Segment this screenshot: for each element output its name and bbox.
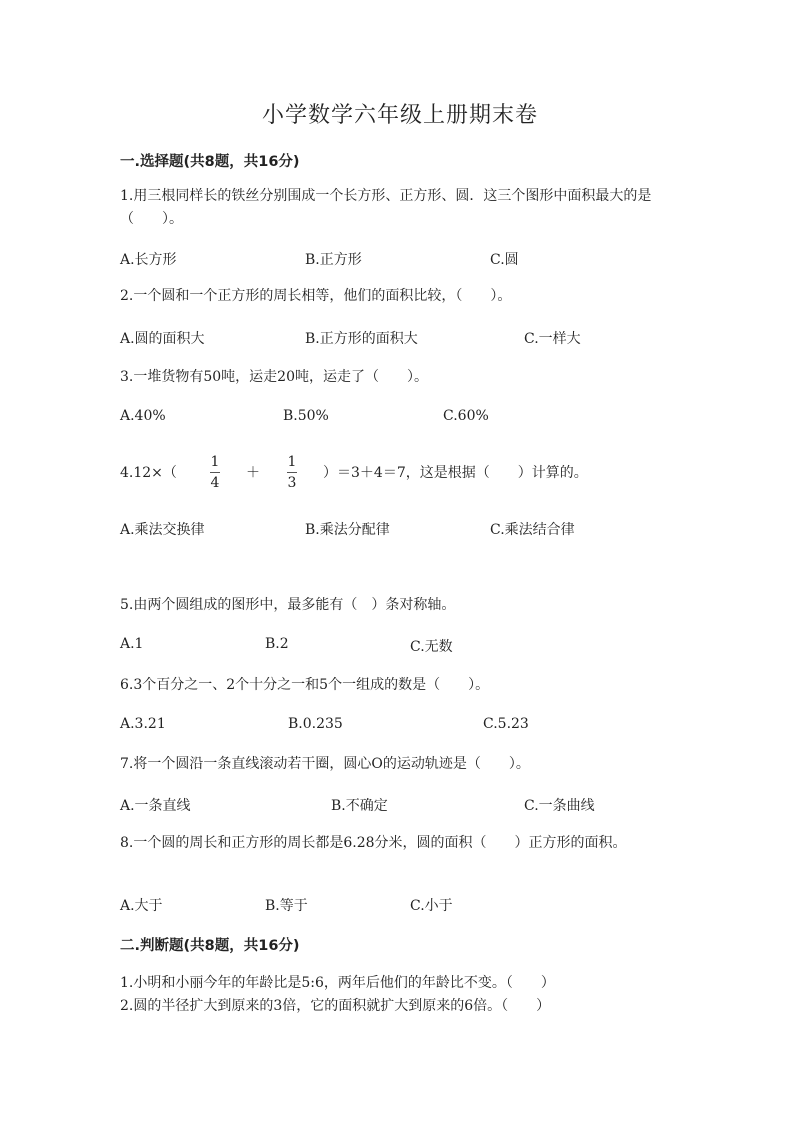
q8-option-b[interactable]: B.等于 [265,898,308,914]
exam-title: 小学数学六年级上册期末卷 [261,103,538,128]
q6-option-b[interactable]: B.0.235 [288,716,343,732]
q4-fraction2-numerator: 1 [287,454,297,470]
question-8: 8.一个圆的周长和正方形的周长都是6.28分米，圆的面积（ ）正方形的面积。 [120,835,627,851]
q4-option-c[interactable]: C.乘法结合律 [490,522,575,538]
q6-option-c[interactable]: C.5.23 [483,716,529,732]
section-heading-true-false: 二.判断题(共8题，共16分) [120,938,300,954]
q1-option-c[interactable]: C.圆 [490,252,519,268]
section-heading-choice: 一.选择题(共8题，共16分) [120,154,300,170]
q2-option-a[interactable]: A.圆的面积大 [120,331,205,347]
fraction-bar [210,472,220,473]
q3-option-b[interactable]: B.50% [283,408,329,424]
question-2: 2.一个圆和一个正方形的周长相等，他们的面积比较，（ ）。 [120,288,512,304]
fraction-bar [287,472,297,473]
q1-option-b[interactable]: B.正方形 [305,252,362,268]
q4-plus-sign: ＋ [246,465,260,481]
q6-option-a[interactable]: A.3.21 [120,716,166,732]
q7-option-a[interactable]: A.一条直线 [120,798,191,814]
q7-option-b[interactable]: B.不确定 [331,798,388,814]
q4-option-b[interactable]: B.乘法分配律 [305,522,390,538]
question-1: 1.用三根同样长的铁丝分别围成一个长方形、正方形、圆．这三个图形中面积最大的是（ ）。 [120,188,652,227]
q4-fraction1-numerator: 1 [210,454,220,470]
q4-fraction-one-quarter [210,454,220,491]
tf-question-1: 1.小明和小丽今年的年龄比是5:6，两年后他们的年龄比不变。（ ） [120,975,555,991]
q4-fraction-one-third [287,454,297,491]
question-5: 5.由两个圆组成的图形中，最多能有（ ）条对称轴。 [120,597,456,613]
tf-question-2: 2.圆的半径扩大到原来的3倍，它的面积就扩大到原来的6倍。（ ） [120,998,551,1014]
q2-option-b[interactable]: B.正方形的面积大 [305,331,418,347]
q3-option-c[interactable]: C.60% [443,408,489,424]
q4-fraction1-denominator: 4 [210,475,220,491]
q4-fraction2-denominator: 3 [287,475,297,491]
q3-option-a[interactable]: A.40% [120,408,166,424]
q5-option-b[interactable]: B.2 [265,636,289,652]
q2-option-c[interactable]: C.一样大 [524,331,581,347]
q8-option-a[interactable]: A.大于 [120,898,163,914]
question-4-prefix: 4.12×（ [120,465,177,481]
question-7: 7.将一个圆沿一条直线滚动若干圈，圆心O的运动轨迹是（ ）。 [120,756,530,772]
q5-option-a[interactable]: A.1 [120,636,144,652]
question-3: 3.一堆货物有50吨，运走20吨，运走了（ ）。 [120,369,428,385]
q4-option-a[interactable]: A.乘法交换律 [120,522,205,538]
q8-option-c[interactable]: C.小于 [410,898,453,914]
q5-option-c[interactable]: C.无数 [410,639,453,655]
question-6: 6.3个百分之一、2个十分之一和5个一组成的数是（ ）。 [120,677,490,693]
q7-option-c[interactable]: C.一条曲线 [524,798,595,814]
q1-option-a[interactable]: A.长方形 [120,252,177,268]
question-4-suffix: ）＝3＋4＝7，这是根据（ ）计算的。 [323,465,588,481]
